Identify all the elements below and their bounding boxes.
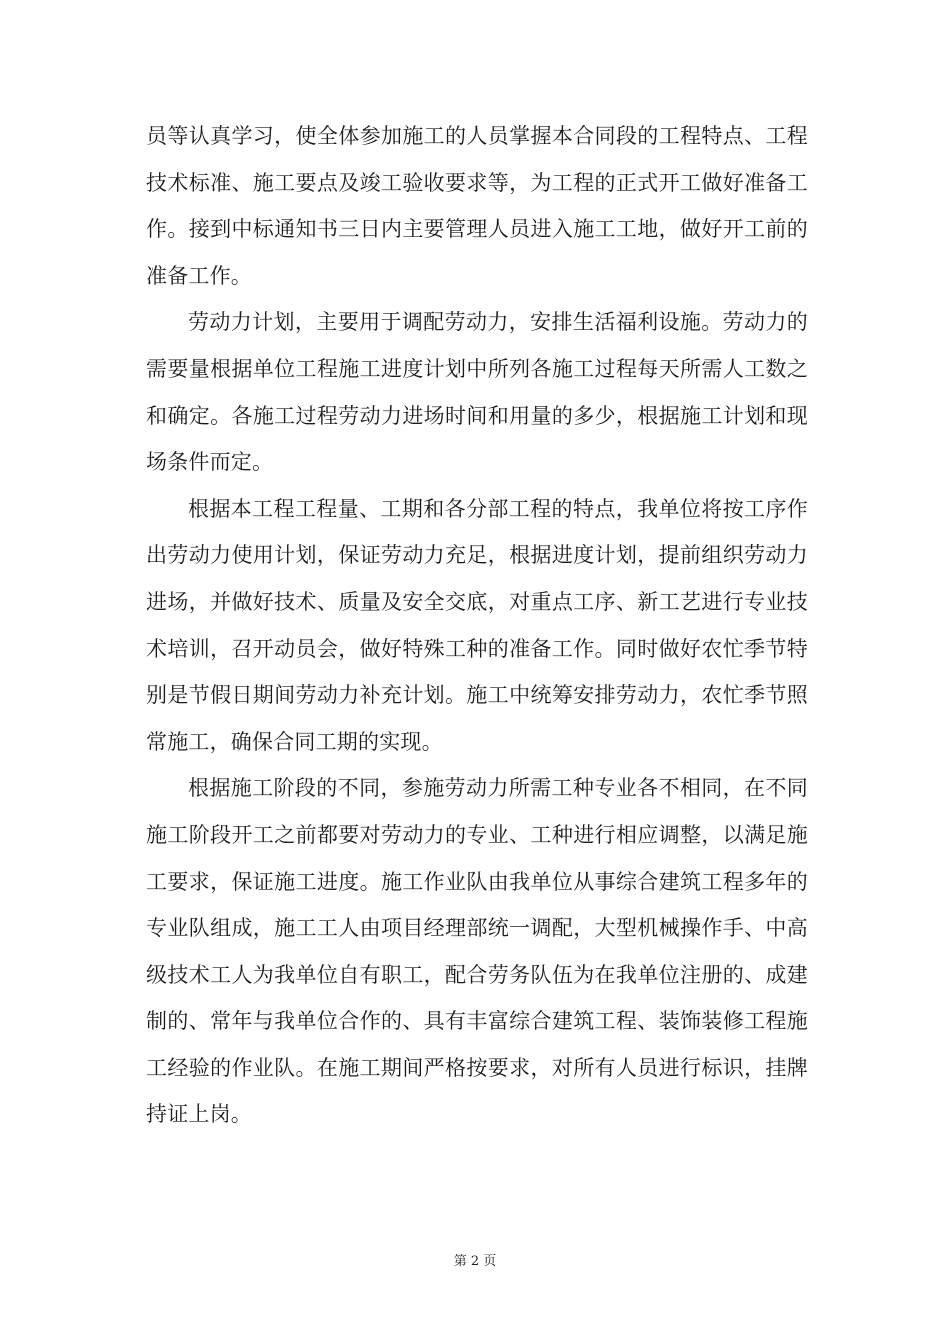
body-text bbox=[146, 113, 808, 1138]
page-number: 第 2 页 bbox=[453, 1254, 497, 1269]
paragraph-3: 根据本工程工程量、工期和各分部工程的特点，我单位将按工序作出劳动力使用计划，保证劳动力充足，根据进度计划，提前组织劳动力进场，并做好技术、质量及安全交底，对重点工序、新工艺进行专业技术培训，召开动员会，做好特殊工种的准备工作。同时做好农忙季节特别是节假日期间劳动力补充计划。施工中统筹安排劳动力，农忙季节照常施工，确保合同工期的实现。 bbox=[146, 496, 808, 754]
paragraph-1: 员等认真学习，使全体参加施工的人员掌握本合同段的工程特点、工程技术标准、施工要点及竣工验收要求等，为工程的正式开工做好准备工作。接到中标通知书三日内主要管理人员进入施工工地，做好开工前的准备工作。 bbox=[146, 124, 808, 288]
paragraph-4: 根据施工阶段的不同，参施劳动力所需工种专业各不相同，在不同施工阶段开工之前都要对劳动力的专业、工种进行相应调整，以满足施工要求，保证施工进度。施工作业队由我单位从事综合建筑工程多年的专业队组成，施工工人由项目经理部统一调配，大型机械操作手、中高级技术工人为我单位自有职工，配合劳务队伍为在我单位注册的、成建制的、常年与我单位合作的、具有丰富综合建筑工程、装饰装修工程施工经验的作业队。在施工期间严格按要求，对所有人员进行标识，挂牌持证上岗。 bbox=[146, 776, 808, 1127]
paragraph-2: 劳动力计划，主要用于调配劳动力，安排生活福利设施。劳动力的需要量根据单位工程施工进度计划中所列各施工过程每天所需人工数之和确定。各施工过程劳动力进场时间和用量的多少，根据施工计划和现场条件而定。 bbox=[146, 310, 808, 475]
